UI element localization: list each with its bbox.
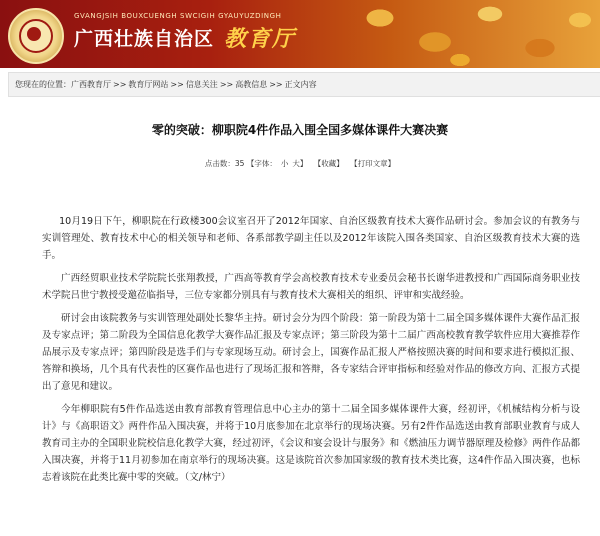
breadcrumb-current: 正文内容 [284,80,317,89]
breadcrumb-prefix: 您现在的位置： [15,80,71,89]
font-large-button[interactable]: 大 [292,159,300,168]
breadcrumb-link-higher-ed[interactable]: 高教信息 [235,80,268,89]
article-title: 零的突破：柳职院4件作品入围全国多媒体课件大赛决赛 [151,123,449,137]
font-size-close: 】 [299,159,308,168]
article-body [7,213,593,486]
article-paragraph: 今年柳职院有5件作品选送由教育部教育管理信息中心主办的第十二届全国多媒体课件大赛，经初评，《机械结构分析与设计》与《高职语文》两件作品入围决赛，并将于10月底参加在北京举行的现场决赛。另有2件作品选送由教育部职业教育与成人教育司主办的全国职业院校信息化教学大赛，经过初评，《会议和宴会设计与服务》和《燃油压力调节器原理及检修》两件作品都入围决赛，并将于11月初参加在南京举行的现场决赛。这是该院首次参加国家级的教育技术类比赛，这4件作品入围决赛，也标志着该院在此类比赛中零的突破。（文/林宁） [42,404,580,483]
article-paragraph: 研讨会由该院教务与实训管理处副处长黎华主持。研讨会分为四个阶段：第一阶段为第十二届全国多媒体课件大赛作品汇报及专家点评；第二阶段为全国信息化教学大赛作品汇报及专家点评；第三阶段为第十二届广西高校教育教学软件应用大赛推荐作品展示及专家点评；第四阶段是选手们与专家现场互动。研讨会上，国赛作品汇报人严格按照决赛的时间和要求进行模拟汇报、答辩和换场，几个具有代表性的区赛作品也进行了现场汇报和答辩，各专家结合评审指标和经验对作品的修改方向、汇报方式提出了意见和建议。 [42,313,580,392]
article-paragraph: 广西经贸职业技术学院院长张翔教授，广西高等教育学会高校教育技术专业委员会秘书长谢华进教授和广西国际商务职业技术学院吕世宁教授受邀莅临指导，三位专家都分别具有与教育技术大赛相关的组织、评审和实战经验。 [42,273,580,301]
article [7,121,593,486]
breadcrumb-separator: >> [170,80,184,89]
hits-count: 35 [234,159,245,168]
hits-label: 点击数： [204,159,235,168]
article-meta [7,158,593,169]
site-logo-title[interactable] [70,22,296,53]
breadcrumb-link-info[interactable]: 信息关注 [185,80,218,89]
article-paragraph: 10月19日下午，柳职院在行政楼300会议室召开了2012年国家、自治区级教育技术大赛作品研讨会。参加会议的有教务与实训管理处、教育技术中心的相关领导和老师、各系部教学副主任以及2012年该院入围各类国家、自治区级教育技术大赛的选手。 [42,216,580,261]
education-department-emblem-icon[interactable] [8,8,64,64]
font-small-button[interactable]: 小 [280,159,289,168]
print-button[interactable]: 【打印文章】 [350,159,396,168]
breadcrumb-separator: >> [113,80,127,89]
region-name: 广西壮族自治区 [74,28,215,50]
site-header-banner [0,0,600,68]
breadcrumb-link-home[interactable]: 广西教育厅 [71,80,111,89]
breadcrumb-separator: >> [219,80,234,89]
breadcrumb-link-site[interactable]: 教育厅网站 [128,80,169,89]
font-size-label: 【字体： [246,159,277,168]
breadcrumb [8,72,600,97]
favorite-button[interactable]: 【收藏】 [313,159,344,168]
breadcrumb-separator: >> [269,80,283,89]
autumn-leaves-decoration [340,0,600,68]
header-pinyin-text: GVANGJSIH BOUXCUENGH SWCIGIH GYAUYUZDINGH [74,12,282,20]
department-name: 教育厅 [224,26,297,52]
